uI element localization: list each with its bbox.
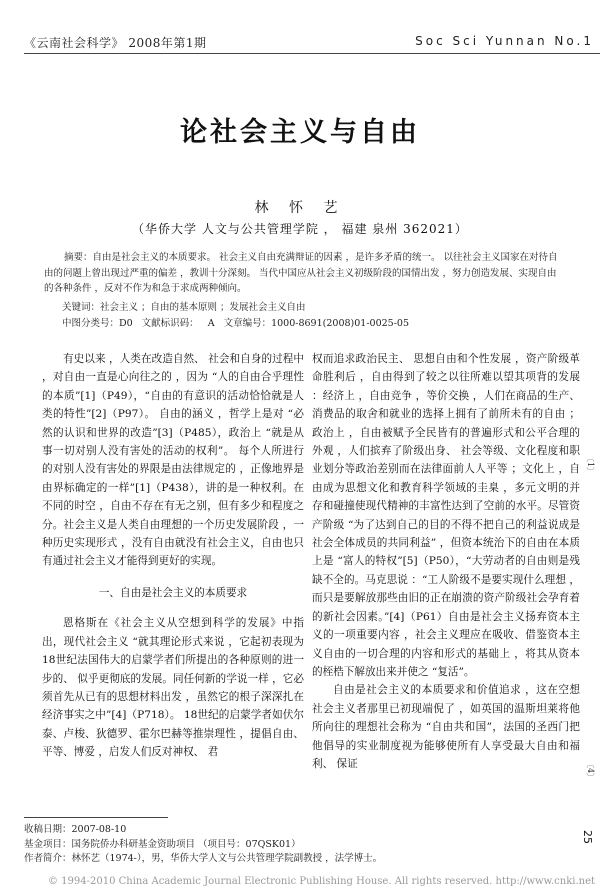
copyright-notice: © 1994-2010 China Academic Journal Electronic Publishing House. All rights reserved. http://www.cnki.net [48,876,596,887]
journal-header-en: Soc Sci Yunnan No.1 [415,34,594,48]
body-column-left [42,350,304,762]
side-mark: 〔4〕 [586,760,595,782]
footnote-rule [24,817,168,818]
body-column-right [312,350,580,773]
body-paragraph: 有史以来 ，人类在改造自然、 社会和自身的过程中 ，对自由一直是心向往之的 ，因为 “人的自由合乎理性的本质”[1]（P49），“自由的有意识的活动恰恰就是人类的特性”[2]（P97）。 自由的涵义 ，哲学上是对 “必然的认识和世界的改造”[3]（P485），政治上 “就是从事一切对别人没有害处的活动的权利”。 每个人所进行的对别人没有害处的界限是由法律规定的 ，正像地界是由界标确定的一样”[1]（P438），讲的是一种权利。在不同的时空 ，自由不存在有无之别，但有多少和程度之分。社会主义是人类自由理想的一个历史发展阶段 ，一种历史实现形式 ，没有自由就没有社会主义，自由也只有通过社会主义才能得到更好的实现。 [42,353,304,568]
body-paragraph: 权而追求政治民主、 思想自由和个性发展 ，资产阶级革命胜利后 ，自由得到了较之以往所难以望其项背的发展 ：经济上 ，自由竞争 ，等价交换 ，人们在商品的生产、 消费品的取舍和就业的选择上拥有了前所未有的自由 ；政治上 ，自由被赋予全民皆有的普遍形式和公平合理的外观 ，人们摈弃了阶级出身、 社会等级、文化程度和职业划分等政治差别而在法律面前人人平等 ；文化上 ，自由成为思想文化和教育科学领域的圭臬 ，多元文明的并存和碰撞使现代精神的丰富性达到了空前的水平。尽管资产阶级 “为了达到自己的目的不得不把自己的利益说成是社会全体成员的共同利益” ，但资本统治下的自由在本质上是 “富人的特权”[5]（P50），“大劳动者的自由则是残缺不全的。马克思说 ：“工人阶级不是要实现什么理想 ，而只是要解放那些由旧的正在崩溃的资产阶级社会孕育着的新社会因素。”[4]（P61）自由是社会主义扬弃资本主义的一项重要内容 ，社会主义理应在吸收、借鉴资本主义自由的一切合理的内容和形式的基础上 ，将其从资本的桎梏下解放出来并使之 “复活”。 [312,353,580,678]
section-heading: 一、自由是社会主义的本质要求 [98,586,248,599]
body-paragraph: 恩格斯在《社会主义从空想到科学的发展》中指出，现代社会主义 “就其理论形式来说 ，它起初表现为 18世纪法国伟大的启蒙学者们所提出的各种原则的进一步的、 似乎更彻底的发展。同任何新的学说一样 ，它必须首先从已有的思想材料出发 ，虽然它的根子深深扎在经济事实之中”[4]（P718）。 18世纪的启蒙学者如伏尔泰、卢梭、狄德罗、霍尔巴赫等推崇理性 ，提倡自由、平等、博爱 ，启发人们反对神权、 君 [42,617,304,759]
author-affiliation: （华侨大学 人文与公共管理学院 ， 福建 泉州 362021） [132,222,468,236]
header-rule [24,53,600,54]
classification-number: 中图分类号：D0 文献标识码： A 文章编号：1000-8691(2008)01-0025-05 [62,318,410,329]
keywords: 关键词：社会主义 ；自由的基本原则 ；发展社会主义自由 [62,302,306,313]
author-bio: 作者简介：林怀艺（1974-），男，华侨大学人文与公共管理学院副教授 ，法学博士。 [24,853,383,864]
abstract: 摘要：自由是社会主义的本质要求。 社会主义自由充满辩证的因素 ，是许多矛盾的统一。 以往社会主义国家在对待自由的问题上曾出现过严重的偏差 ，教训十分深刻。 当代中国应从社会主义初级阶段的国情出发 ，努力创造发展、实现自由的各种条件 ，反对不作为和急于求成两种倾向。 [44,252,558,294]
body-paragraph: 自由是社会主义的本质要求和价值追求 ，这在空想社会主义者那里已初现端倪了 ，如英国的温斯坦莱将他所向往的理想社会称为 “自由共和国”，法国的圣西门把他倡导的实业制度视为能够使所有人享受最大自由和福利、 保证 [312,684,580,770]
article-title: 论社会主义与自由 [180,117,420,148]
page-number: 25 [581,830,594,844]
journal-header: 《云南社会科学》 2008年第1期 [24,36,207,50]
side-mark: 〔1〕 [586,454,595,476]
received-date: 收稿日期：2007-08-10 [24,824,127,835]
fund-info: 基金项目：国务院侨办科研基金资助项目 （项目号：07QSK01） [24,838,301,850]
article-author: 林 怀 艺 [254,200,346,216]
footnotes [24,823,584,867]
